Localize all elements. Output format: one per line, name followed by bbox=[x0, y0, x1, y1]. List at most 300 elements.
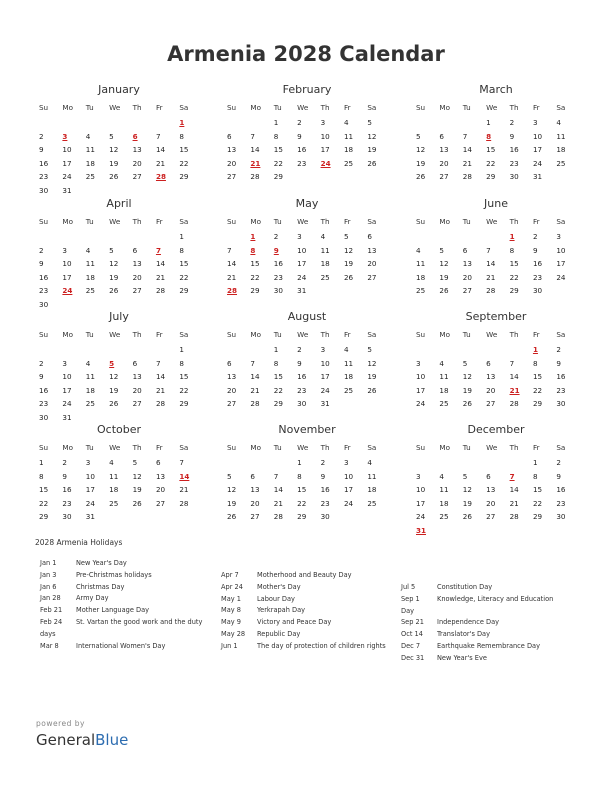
empty-cell bbox=[461, 116, 484, 130]
month-name: March bbox=[479, 83, 513, 96]
day-cell: 2 bbox=[39, 358, 44, 368]
day-cell: 3 bbox=[416, 358, 421, 368]
weekday-header: Fr bbox=[343, 103, 351, 112]
day-cell: 15 bbox=[179, 145, 189, 155]
weekday-header: Tu bbox=[85, 103, 94, 112]
day-cell: 16 bbox=[320, 485, 330, 495]
day-cell: 20 bbox=[486, 385, 496, 395]
day-cell: 2 bbox=[320, 458, 326, 467]
day-cell: 7 bbox=[250, 131, 255, 141]
day-cell: 21 bbox=[509, 498, 519, 508]
empty-cell bbox=[508, 343, 531, 357]
day-cell: 2 bbox=[556, 345, 561, 354]
holiday-row bbox=[221, 605, 396, 617]
holiday-row bbox=[40, 641, 210, 653]
day-cell: 11 bbox=[343, 131, 354, 141]
day-cell: 21 bbox=[227, 272, 237, 282]
day-cell: 25 bbox=[416, 286, 426, 296]
day-cell: 17 bbox=[62, 158, 72, 168]
holiday-day-cell: 24 bbox=[320, 158, 331, 168]
day-cell: 26 bbox=[109, 286, 119, 296]
month-name: May bbox=[295, 197, 319, 210]
logo-text-blue: Blue bbox=[95, 731, 129, 749]
generalblue-logo[interactable] bbox=[36, 731, 128, 749]
weekday-header: Fr bbox=[155, 217, 163, 226]
weekday-header: Fr bbox=[532, 330, 540, 339]
holiday-day-cell: 21 bbox=[509, 385, 520, 395]
day-cell: 11 bbox=[343, 358, 354, 368]
day-cell: 19 bbox=[132, 485, 142, 495]
month-june bbox=[414, 197, 578, 298]
day-cell: 12 bbox=[109, 372, 119, 382]
day-cell: 31 bbox=[62, 412, 72, 422]
weekday-header: Fr bbox=[532, 217, 540, 226]
day-cell: 5 bbox=[439, 245, 444, 255]
empty-cell bbox=[225, 456, 248, 470]
day-cell: 24 bbox=[343, 498, 354, 508]
weekday-header: Su bbox=[416, 217, 426, 226]
day-cell: 22 bbox=[486, 158, 496, 168]
day-cell: 10 bbox=[297, 245, 307, 255]
empty-cell bbox=[248, 116, 271, 130]
empty-cell bbox=[225, 343, 248, 357]
day-cell: 15 bbox=[179, 259, 189, 269]
day-cell: 10 bbox=[320, 358, 330, 368]
day-cell: 9 bbox=[556, 358, 561, 368]
holiday-row bbox=[221, 617, 396, 629]
weekday-header: Sa bbox=[179, 103, 189, 112]
holiday-row bbox=[221, 570, 396, 582]
weekday-header: We bbox=[486, 217, 498, 226]
weekday-header: Sa bbox=[367, 330, 377, 339]
weekday-header: Mo bbox=[439, 330, 450, 339]
day-cell: 13 bbox=[486, 485, 496, 495]
holiday-column bbox=[221, 570, 396, 653]
day-cell: 8 bbox=[273, 131, 279, 141]
day-cell: 11 bbox=[320, 245, 330, 255]
weekday-header: We bbox=[109, 217, 121, 226]
day-cell: 23 bbox=[320, 498, 330, 508]
day-cell: 21 bbox=[462, 158, 472, 168]
weekday-header: We bbox=[297, 103, 309, 112]
day-cell: 3 bbox=[320, 118, 326, 127]
day-cell: 6 bbox=[227, 358, 232, 368]
weekday-header: Th bbox=[132, 217, 142, 226]
day-cell: 20 bbox=[227, 385, 237, 395]
holiday-name: Yerkrapah Day bbox=[257, 606, 306, 615]
day-cell: 23 bbox=[62, 498, 72, 508]
day-cell: 18 bbox=[109, 485, 119, 495]
month-days-grid bbox=[37, 326, 201, 425]
day-cell: 17 bbox=[532, 145, 543, 155]
weekday-header: Su bbox=[39, 330, 49, 339]
day-cell: 22 bbox=[509, 272, 519, 282]
day-cell: 4 bbox=[367, 458, 372, 467]
empty-cell bbox=[37, 230, 60, 244]
empty-cell bbox=[37, 116, 60, 130]
holiday-column bbox=[40, 558, 210, 652]
day-cell: 13 bbox=[439, 145, 449, 155]
day-cell: 20 bbox=[486, 498, 496, 508]
day-cell: 30 bbox=[320, 512, 330, 522]
day-cell: 12 bbox=[109, 259, 119, 269]
holiday-name: Victory and Peace Day bbox=[257, 618, 332, 627]
day-cell: 23 bbox=[556, 385, 566, 395]
weekday-header: Su bbox=[227, 443, 237, 452]
weekday-header: Sa bbox=[556, 330, 566, 339]
day-cell: 16 bbox=[273, 259, 283, 269]
day-cell: 31 bbox=[62, 185, 72, 195]
weekday-header: Su bbox=[416, 443, 426, 452]
weekday-header: Fr bbox=[155, 443, 163, 452]
powered-by-text: powered by bbox=[36, 719, 85, 728]
day-cell: 10 bbox=[62, 259, 72, 269]
day-cell: 25 bbox=[439, 512, 449, 522]
day-cell: 29 bbox=[179, 399, 189, 409]
day-cell: 26 bbox=[109, 399, 119, 409]
day-cell: 9 bbox=[556, 471, 561, 481]
holiday-date: May 8 bbox=[221, 606, 241, 615]
weekday-header: Tu bbox=[273, 103, 282, 112]
day-cell: 7 bbox=[155, 131, 161, 141]
day-cell: 30 bbox=[62, 512, 72, 522]
day-cell: 27 bbox=[250, 512, 260, 522]
day-cell: 19 bbox=[439, 272, 449, 282]
holiday-name: Pre-Christmas holidays bbox=[76, 570, 152, 579]
day-cell: 28 bbox=[273, 512, 283, 522]
day-cell: 4 bbox=[320, 232, 326, 241]
holiday-date: Apr 24 bbox=[221, 582, 243, 591]
day-cell: 28 bbox=[462, 172, 472, 182]
day-cell: 16 bbox=[297, 145, 307, 155]
day-cell: 21 bbox=[273, 498, 283, 508]
weekday-header: Fr bbox=[532, 443, 540, 452]
day-cell: 3 bbox=[532, 118, 538, 127]
day-cell: 25 bbox=[109, 498, 119, 508]
day-cell: 28 bbox=[250, 399, 260, 409]
day-cell: 5 bbox=[132, 458, 138, 467]
day-cell: 13 bbox=[132, 145, 142, 155]
holiday-name: Knowledge, Literacy and Education Day bbox=[401, 594, 554, 615]
day-cell: 8 bbox=[297, 471, 302, 481]
day-cell: 2 bbox=[62, 458, 67, 467]
day-cell: 20 bbox=[462, 272, 472, 282]
weekday-header: Fr bbox=[155, 103, 163, 112]
day-cell: 11 bbox=[556, 131, 566, 141]
month-name: September bbox=[465, 310, 527, 323]
day-cell: 5 bbox=[227, 471, 232, 481]
month-days-grid bbox=[414, 99, 578, 184]
holiday-name: New Year's Eve bbox=[437, 653, 487, 662]
day-cell: 26 bbox=[109, 172, 119, 182]
day-cell: 2 bbox=[297, 345, 302, 354]
weekday-header: Sa bbox=[556, 217, 566, 226]
day-cell: 26 bbox=[343, 272, 354, 282]
day-cell: 10 bbox=[532, 131, 543, 141]
day-cell: 13 bbox=[155, 471, 166, 481]
day-cell: 22 bbox=[532, 498, 543, 508]
day-cell: 16 bbox=[556, 485, 566, 495]
empty-cell bbox=[225, 116, 248, 130]
day-cell: 18 bbox=[416, 272, 426, 282]
empty-cell bbox=[131, 230, 154, 244]
day-cell: 14 bbox=[273, 485, 283, 495]
weekday-header: Mo bbox=[62, 443, 73, 452]
day-cell: 7 bbox=[273, 471, 279, 481]
day-cell: 14 bbox=[155, 145, 166, 155]
holidays-heading: 2028 Armenia Holidays bbox=[35, 538, 123, 547]
day-cell: 29 bbox=[273, 172, 283, 182]
day-cell: 7 bbox=[462, 131, 468, 141]
holiday-name: International Women's Day bbox=[76, 641, 166, 650]
day-cell: 6 bbox=[132, 358, 138, 368]
month-days-grid bbox=[414, 213, 578, 298]
month-february bbox=[225, 83, 389, 184]
day-cell: 24 bbox=[556, 272, 566, 282]
holiday-name: Republic Day bbox=[257, 629, 301, 638]
day-cell: 28 bbox=[155, 286, 166, 296]
weekday-header: Mo bbox=[250, 217, 261, 226]
day-cell: 7 bbox=[227, 245, 232, 255]
day-cell: 12 bbox=[367, 131, 377, 141]
empty-cell bbox=[461, 456, 484, 470]
day-cell: 8 bbox=[532, 358, 538, 368]
day-cell: 28 bbox=[509, 399, 519, 409]
day-cell: 29 bbox=[179, 286, 189, 296]
holiday-day-cell: 14 bbox=[179, 471, 190, 481]
day-cell: 17 bbox=[297, 259, 307, 269]
day-cell: 2 bbox=[273, 232, 279, 241]
day-cell: 28 bbox=[250, 172, 260, 182]
day-cell: 17 bbox=[320, 372, 330, 382]
holiday-name: St. Vartan the good work and the duty days bbox=[40, 617, 203, 638]
day-cell: 6 bbox=[250, 471, 255, 481]
day-cell: 4 bbox=[85, 358, 91, 368]
day-cell: 9 bbox=[297, 131, 302, 141]
holiday-date: May 28 bbox=[221, 629, 246, 638]
day-cell: 6 bbox=[155, 458, 161, 467]
day-cell: 20 bbox=[227, 158, 237, 168]
day-cell: 12 bbox=[343, 245, 354, 255]
holiday-date: Jan 28 bbox=[40, 594, 61, 603]
day-cell: 5 bbox=[367, 345, 372, 354]
day-cell: 14 bbox=[509, 372, 519, 382]
weekday-header: Th bbox=[320, 103, 330, 112]
month-october bbox=[37, 423, 201, 524]
day-cell: 31 bbox=[297, 286, 307, 296]
day-cell: 13 bbox=[367, 245, 377, 255]
day-cell: 10 bbox=[416, 485, 426, 495]
day-cell: 25 bbox=[343, 385, 354, 395]
day-cell: 5 bbox=[462, 358, 468, 368]
day-cell: 9 bbox=[297, 358, 302, 368]
day-cell: 27 bbox=[367, 272, 377, 282]
day-cell: 25 bbox=[320, 272, 330, 282]
day-cell: 22 bbox=[273, 385, 283, 395]
day-cell: 23 bbox=[39, 286, 49, 296]
day-cell: 29 bbox=[297, 512, 307, 522]
day-cell: 22 bbox=[297, 498, 307, 508]
day-cell: 8 bbox=[273, 358, 279, 368]
day-cell: 18 bbox=[343, 372, 354, 382]
month-name: November bbox=[278, 423, 336, 436]
day-cell: 28 bbox=[486, 286, 496, 296]
month-name: December bbox=[467, 423, 525, 436]
holiday-row bbox=[40, 593, 210, 605]
day-cell: 5 bbox=[109, 245, 114, 255]
weekday-header: Th bbox=[132, 103, 142, 112]
day-cell: 29 bbox=[250, 286, 260, 296]
day-cell: 19 bbox=[416, 158, 426, 168]
holiday-day-cell: 3 bbox=[62, 131, 68, 141]
day-cell: 24 bbox=[62, 172, 72, 182]
empty-cell bbox=[461, 230, 484, 244]
month-days-grid bbox=[414, 439, 578, 538]
holiday-date: Sep 21 bbox=[401, 618, 424, 627]
weekday-header: We bbox=[297, 330, 309, 339]
day-cell: 3 bbox=[556, 232, 561, 241]
day-cell: 23 bbox=[556, 498, 566, 508]
day-cell: 19 bbox=[367, 145, 377, 155]
day-cell: 18 bbox=[439, 498, 449, 508]
day-cell: 12 bbox=[109, 145, 119, 155]
weekday-header: Th bbox=[509, 103, 519, 112]
holiday-day-cell: 6 bbox=[132, 131, 138, 141]
day-cell: 23 bbox=[39, 172, 49, 182]
day-cell: 1 bbox=[273, 345, 279, 354]
day-cell: 15 bbox=[179, 372, 189, 382]
day-cell: 21 bbox=[250, 385, 260, 395]
weekday-header: We bbox=[486, 330, 498, 339]
weekday-header: We bbox=[109, 103, 121, 112]
day-cell: 24 bbox=[532, 158, 543, 168]
day-cell: 3 bbox=[343, 458, 349, 467]
weekday-header: Sa bbox=[367, 443, 377, 452]
empty-cell bbox=[414, 456, 437, 470]
day-cell: 11 bbox=[416, 259, 426, 269]
holiday-name: Labour Day bbox=[257, 594, 295, 603]
month-name: January bbox=[98, 83, 140, 96]
weekday-header: We bbox=[486, 103, 498, 112]
day-cell: 8 bbox=[509, 245, 515, 255]
day-cell: 17 bbox=[556, 259, 566, 269]
day-cell: 14 bbox=[486, 259, 496, 269]
weekday-header: Su bbox=[416, 103, 426, 112]
day-cell: 12 bbox=[367, 358, 377, 368]
day-cell: 7 bbox=[486, 245, 491, 255]
weekday-header: We bbox=[486, 443, 498, 452]
holiday-day-cell: 21 bbox=[250, 158, 261, 168]
day-cell: 30 bbox=[532, 286, 543, 296]
day-cell: 16 bbox=[39, 158, 49, 168]
day-cell: 29 bbox=[179, 172, 189, 182]
day-cell: 25 bbox=[85, 172, 95, 182]
weekday-header: We bbox=[109, 330, 121, 339]
weekday-header: Sa bbox=[367, 217, 377, 226]
holiday-name: Mother's Day bbox=[257, 582, 301, 591]
holiday-date: Sep 1 bbox=[401, 594, 420, 603]
day-cell: 29 bbox=[39, 512, 49, 522]
day-cell: 11 bbox=[439, 485, 449, 495]
day-cell: 10 bbox=[343, 471, 354, 481]
weekday-header: Sa bbox=[556, 103, 566, 112]
month-days-grid bbox=[225, 213, 389, 298]
weekday-header: Mo bbox=[439, 443, 450, 452]
weekday-header: Sa bbox=[556, 443, 566, 452]
month-days-grid bbox=[225, 326, 389, 411]
holiday-name: Constitution Day bbox=[437, 583, 493, 591]
holiday-row bbox=[401, 653, 576, 665]
day-cell: 14 bbox=[462, 145, 472, 155]
empty-cell bbox=[84, 230, 107, 244]
day-cell: 26 bbox=[416, 172, 426, 182]
empty-cell bbox=[84, 343, 107, 357]
day-cell: 20 bbox=[155, 485, 166, 495]
day-cell: 1 bbox=[179, 232, 184, 241]
empty-cell bbox=[484, 456, 507, 470]
month-name: August bbox=[287, 310, 327, 323]
holiday-name: New Year's Day bbox=[76, 559, 127, 567]
day-cell: 16 bbox=[39, 385, 49, 395]
month-days-grid bbox=[225, 99, 389, 184]
day-cell: 1 bbox=[297, 458, 302, 467]
day-cell: 28 bbox=[179, 498, 189, 508]
weekday-header: We bbox=[109, 443, 121, 452]
weekday-header: Sa bbox=[179, 330, 189, 339]
day-cell: 22 bbox=[39, 498, 49, 508]
day-cell: 19 bbox=[109, 158, 119, 168]
day-cell: 24 bbox=[85, 498, 95, 508]
day-cell: 27 bbox=[486, 399, 496, 409]
day-cell: 19 bbox=[343, 259, 354, 269]
weekday-header: Tu bbox=[462, 330, 471, 339]
holiday-name: Army Day bbox=[76, 594, 109, 603]
weekday-header: Mo bbox=[250, 330, 261, 339]
day-cell: 12 bbox=[416, 145, 426, 155]
day-cell: 26 bbox=[462, 399, 472, 409]
day-cell: 8 bbox=[179, 131, 184, 141]
weekday-header: Tu bbox=[462, 443, 471, 452]
day-cell: 13 bbox=[132, 372, 142, 382]
holiday-row bbox=[221, 594, 396, 606]
holiday-date: Dec 7 bbox=[401, 641, 421, 650]
weekday-header: Su bbox=[39, 217, 49, 226]
day-cell: 22 bbox=[179, 158, 189, 168]
weekday-header: Th bbox=[509, 217, 519, 226]
weekday-header: Su bbox=[39, 443, 49, 452]
empty-cell bbox=[60, 343, 83, 357]
day-cell: 12 bbox=[462, 485, 472, 495]
weekday-header: Tu bbox=[273, 443, 282, 452]
day-cell: 28 bbox=[509, 512, 519, 522]
day-cell: 5 bbox=[109, 131, 114, 141]
empty-cell bbox=[461, 343, 484, 357]
holiday-date: Oct 14 bbox=[401, 630, 423, 639]
day-cell: 18 bbox=[85, 158, 95, 168]
footer-brand bbox=[36, 719, 128, 749]
weekday-header: We bbox=[297, 443, 309, 452]
day-cell: 7 bbox=[250, 358, 255, 368]
day-cell: 5 bbox=[416, 131, 421, 141]
day-cell: 17 bbox=[62, 272, 72, 282]
day-cell: 29 bbox=[486, 172, 496, 182]
day-cell: 1 bbox=[179, 345, 184, 354]
holiday-date: Feb 24 bbox=[40, 617, 63, 626]
weekday-header: Su bbox=[227, 103, 237, 112]
day-cell: 14 bbox=[227, 259, 237, 269]
day-cell: 2 bbox=[532, 232, 538, 241]
weekday-header: Tu bbox=[85, 443, 94, 452]
